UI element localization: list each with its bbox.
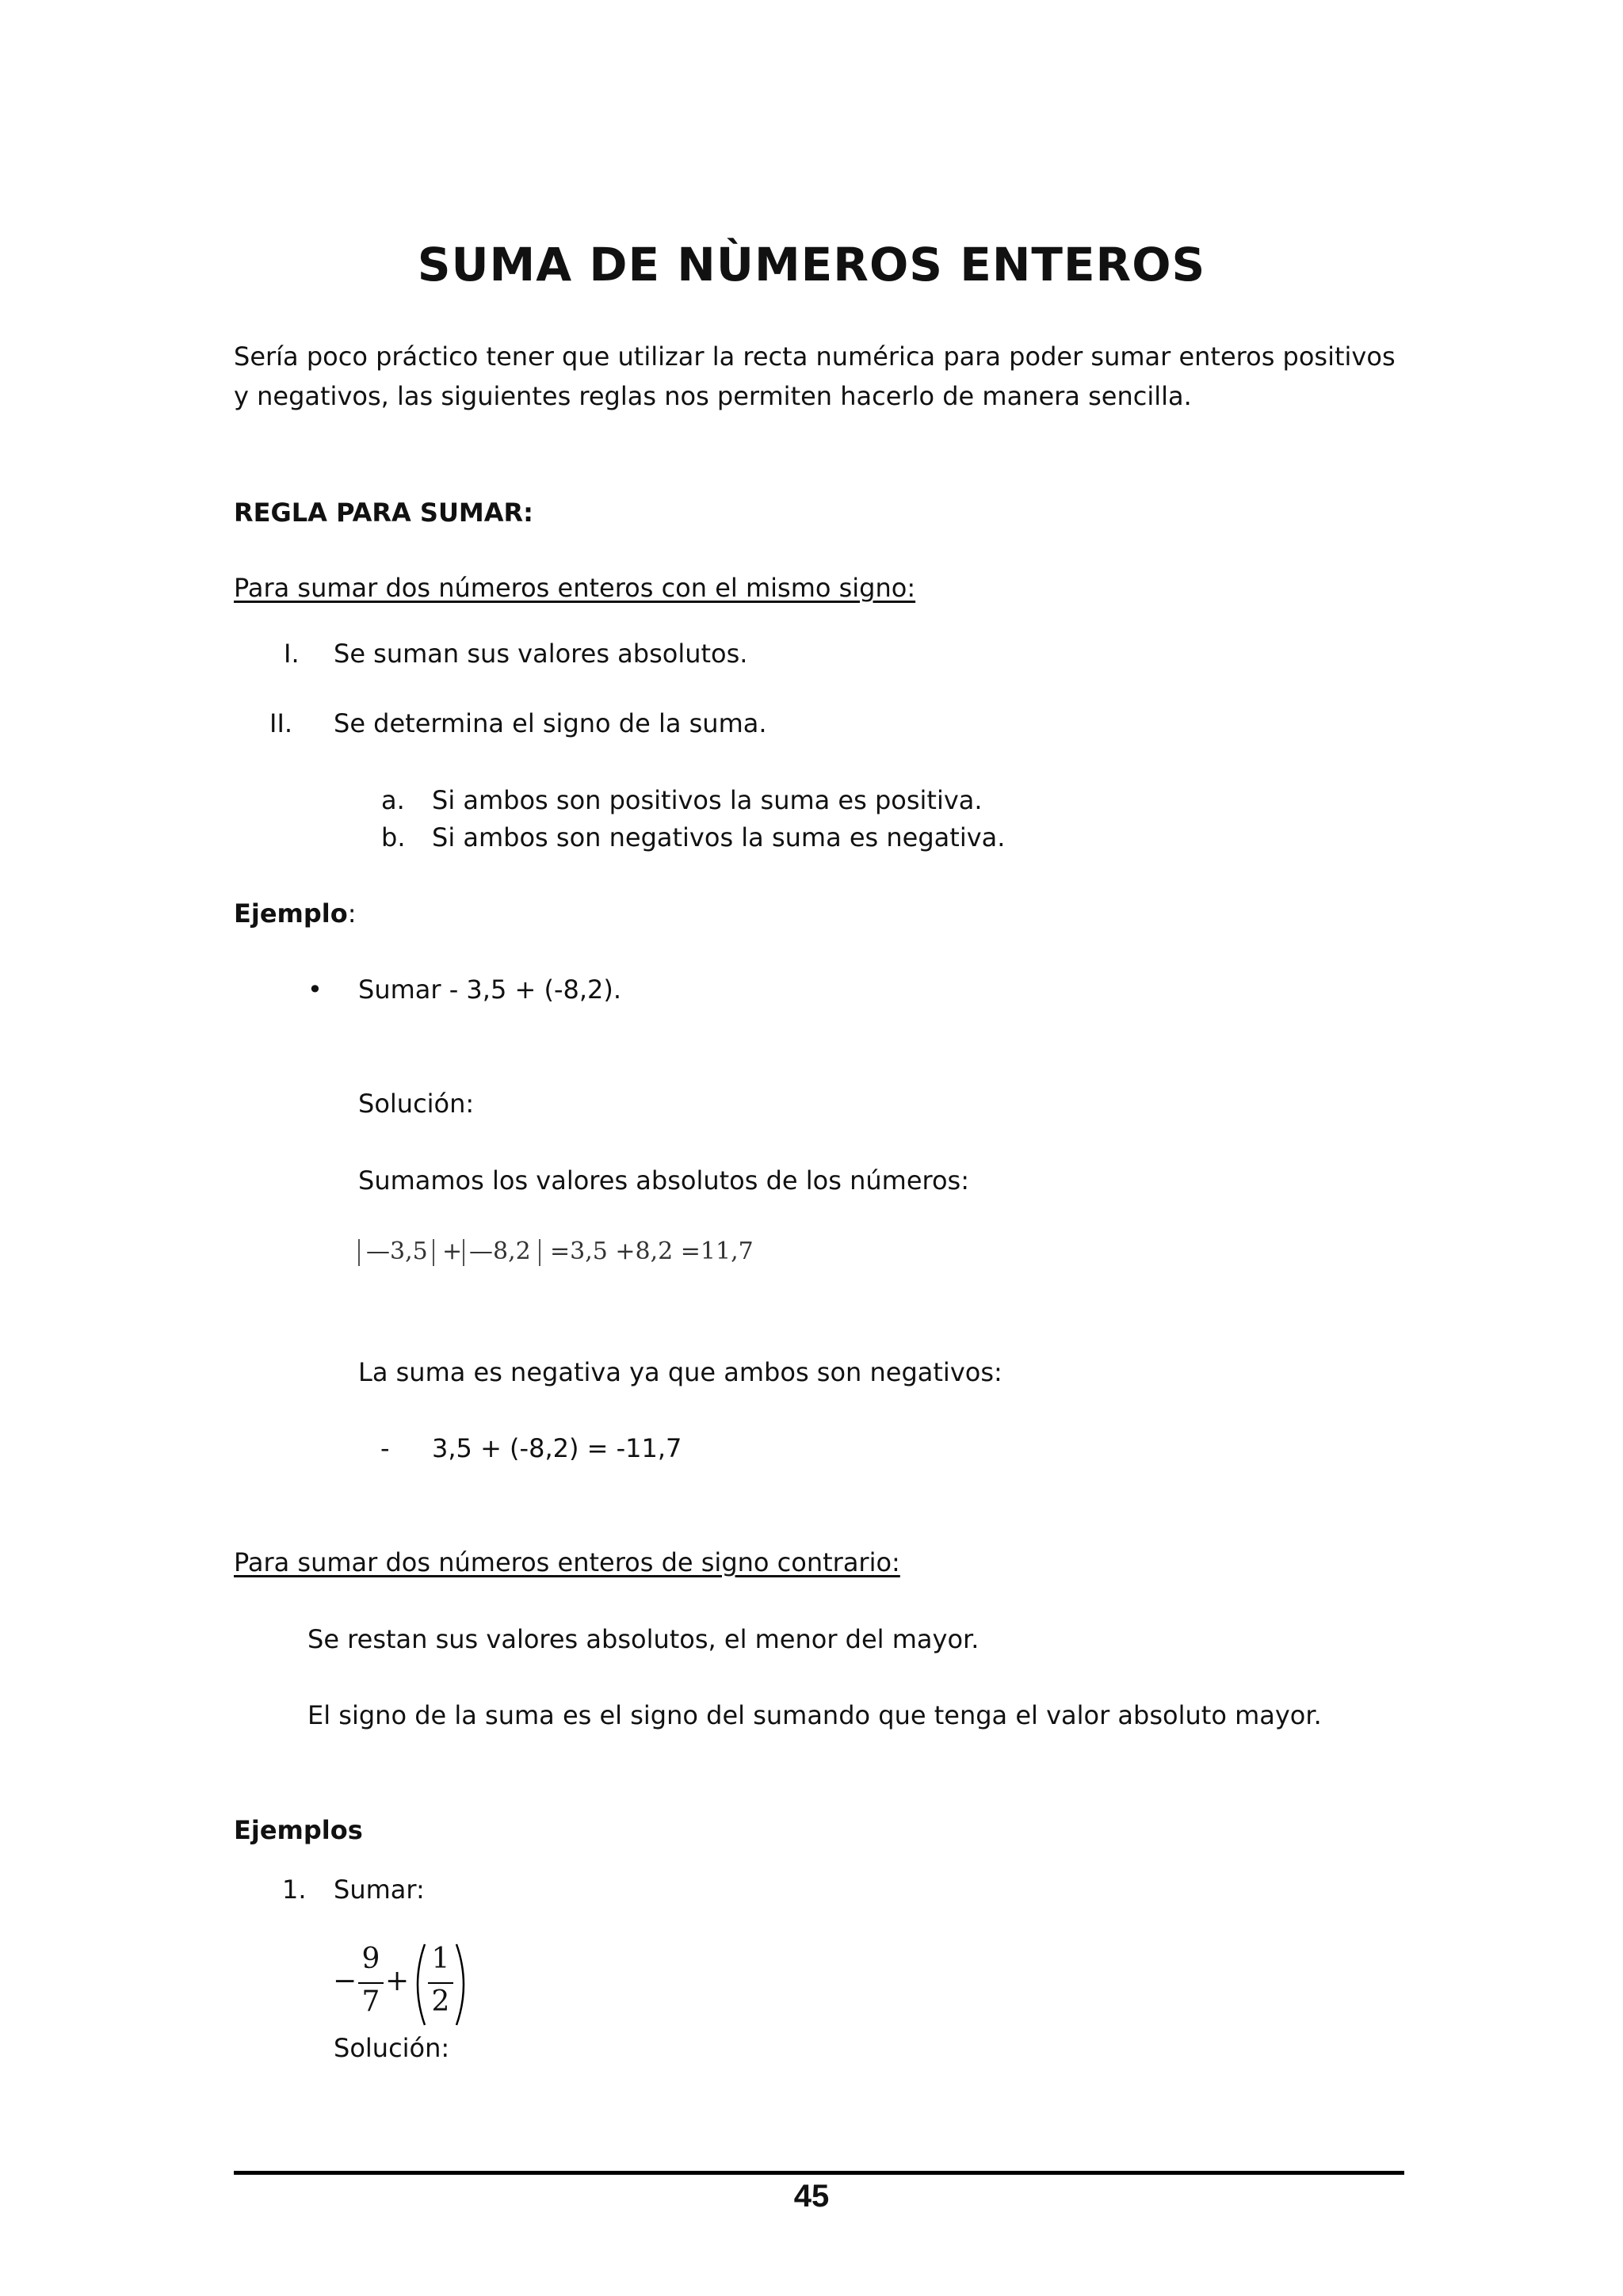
- substep-text: Si ambos son positivos la suma es positiva.: [432, 785, 983, 815]
- fraction-bar: [428, 1982, 453, 1984]
- example-heading: [234, 898, 357, 929]
- examples-heading: Ejemplos: [234, 1815, 363, 1845]
- formula-term-b: —8,2: [469, 1238, 531, 1265]
- footer-rule: [234, 2171, 1404, 2175]
- solution-label: Solución:: [358, 1089, 475, 1119]
- abs-bar: [358, 1239, 360, 1266]
- fraction-denominator: 2: [431, 1985, 450, 2018]
- item-marker: 1.: [282, 1875, 307, 1905]
- example-colon: :: [347, 898, 357, 929]
- abs-bar: [463, 1239, 464, 1266]
- abs-bar: [433, 1239, 434, 1266]
- opposite-sign-heading: Para sumar dos números enteros de signo contrario:: [234, 1547, 900, 1577]
- substep-marker: b.: [381, 822, 406, 852]
- absolute-value-formula: [357, 1238, 832, 1269]
- expr-plus: +: [385, 1965, 410, 1997]
- step-text: Se suman sus valores absolutos.: [334, 639, 748, 669]
- intro-paragraph: Sería poco práctico tener que utilizar la recta numérica para poder sumar enteros positivos y negativos, las siguientes reglas nos permiten hacerlo de manera sencilla.: [234, 341, 1396, 411]
- result-marker: -: [380, 1433, 390, 1463]
- expr-minus: −: [333, 1965, 357, 1997]
- solution-step2: La suma es negativa ya que ambos son negativos:: [358, 1357, 1002, 1387]
- bullet: •: [307, 974, 323, 1005]
- result-line: 3,5 + (-8,2) = -11,7: [432, 1433, 682, 1463]
- fraction-numerator: 9: [361, 1943, 380, 1975]
- same-sign-heading: Para sumar dos números enteros con el mismo signo:: [234, 573, 916, 603]
- example-prompt: Sumar - 3,5 + (-8,2).: [358, 974, 622, 1005]
- page-number: 45: [793, 2179, 830, 2214]
- substep-marker: a.: [381, 785, 405, 815]
- solution-label-2: Solución:: [334, 2033, 450, 2063]
- page-title: SUMA DE NÙMEROS ENTEROS: [417, 238, 1206, 292]
- fraction-denominator: 7: [361, 1985, 380, 2018]
- solution-step1: Sumamos los valores absolutos de los números:: [358, 1165, 969, 1196]
- abs-bar: [539, 1239, 540, 1266]
- right-paren: [453, 1941, 472, 2028]
- left-paren: [409, 1941, 428, 2028]
- item-text: Sumar:: [334, 1875, 425, 1905]
- fraction-expression: [333, 1941, 491, 2028]
- step-marker: II.: [269, 708, 293, 738]
- opposite-line1: Se restan sus valores absolutos, el menor del mayor.: [307, 1624, 980, 1654]
- example-label: Ejemplo: [234, 898, 348, 929]
- rule-heading: REGLA PARA SUMAR:: [234, 498, 533, 528]
- opposite-line2: El signo de la suma es el signo del sumando que tenga el valor absoluto mayor.: [307, 1700, 1322, 1730]
- fraction-numerator: 1: [431, 1943, 450, 1975]
- step-marker: I.: [284, 639, 300, 669]
- step-text: Se determina el signo de la suma.: [334, 708, 767, 738]
- fraction-bar: [358, 1982, 384, 1984]
- formula-plus: +: [442, 1238, 463, 1265]
- substep-text: Si ambos son negativos la suma es negativa.: [432, 822, 1006, 852]
- formula-term-a: —3,5: [366, 1238, 428, 1265]
- formula-rest: =3,5 +8,2 =11,7: [550, 1238, 754, 1265]
